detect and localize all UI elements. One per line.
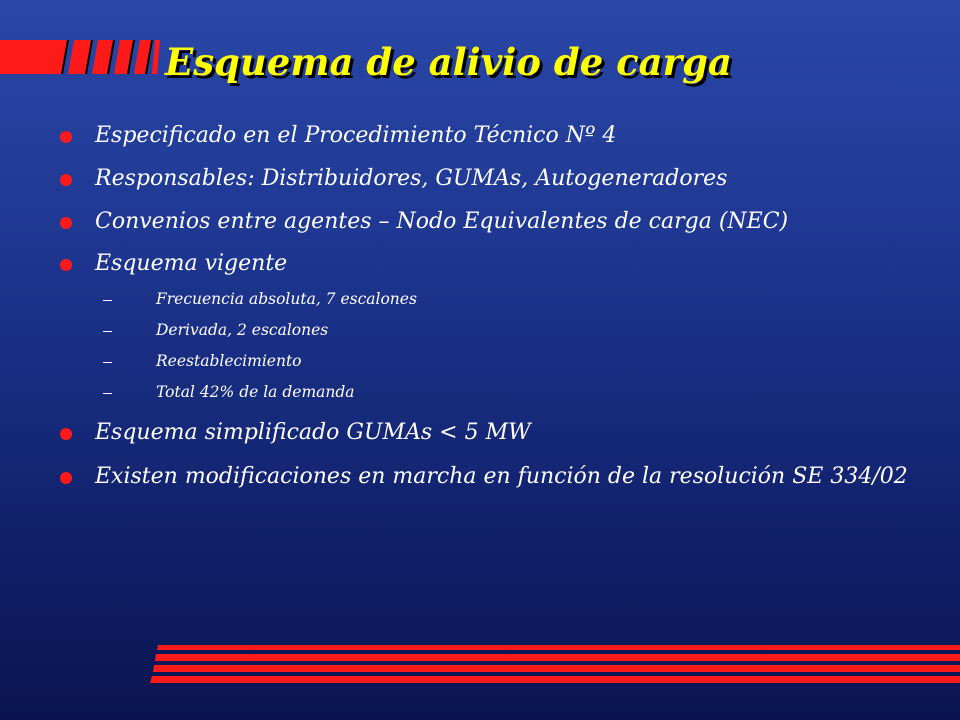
- slide-title: Esquema de alivio de carga: [165, 40, 732, 84]
- bullet-text: Convenios entre agentes – Nodo Equivalentes de carga (NEC): [95, 209, 789, 234]
- dash-icon: [103, 300, 112, 301]
- bullet-text: Responsables: Distribuidores, GUMAs, Autogeneradores: [95, 166, 728, 191]
- dash-icon: [103, 362, 112, 363]
- sub-bullet-text: Derivada, 2 escalones: [156, 321, 329, 339]
- bullet-text: Existen modificaciones en marcha en función de la resolución SE 334/02: [95, 464, 908, 489]
- bullet-marker-icon: [60, 131, 72, 143]
- bullet-text: Esquema vigente: [95, 251, 288, 276]
- bullet-marker-icon: [60, 259, 72, 271]
- bullet-text: Esquema simplificado GUMAs < 5 MW: [95, 420, 531, 445]
- sub-bullet-text: Frecuencia absoluta, 7 escalones: [156, 290, 417, 308]
- footer-stripes-graphic: [150, 645, 960, 685]
- sub-bullet-text: Reestablecimiento: [156, 352, 302, 370]
- dash-icon: [103, 331, 112, 332]
- sub-bullet-text: Total 42% de la demanda: [156, 383, 355, 401]
- bullet-marker-icon: [60, 217, 72, 229]
- bullet-marker-icon: [60, 428, 72, 440]
- dash-icon: [103, 393, 112, 394]
- bullet-text: Especificado en el Procedimiento Técnico Nº 4: [95, 123, 617, 148]
- bullet-marker-icon: [60, 174, 72, 186]
- bullet-marker-icon: [60, 472, 72, 484]
